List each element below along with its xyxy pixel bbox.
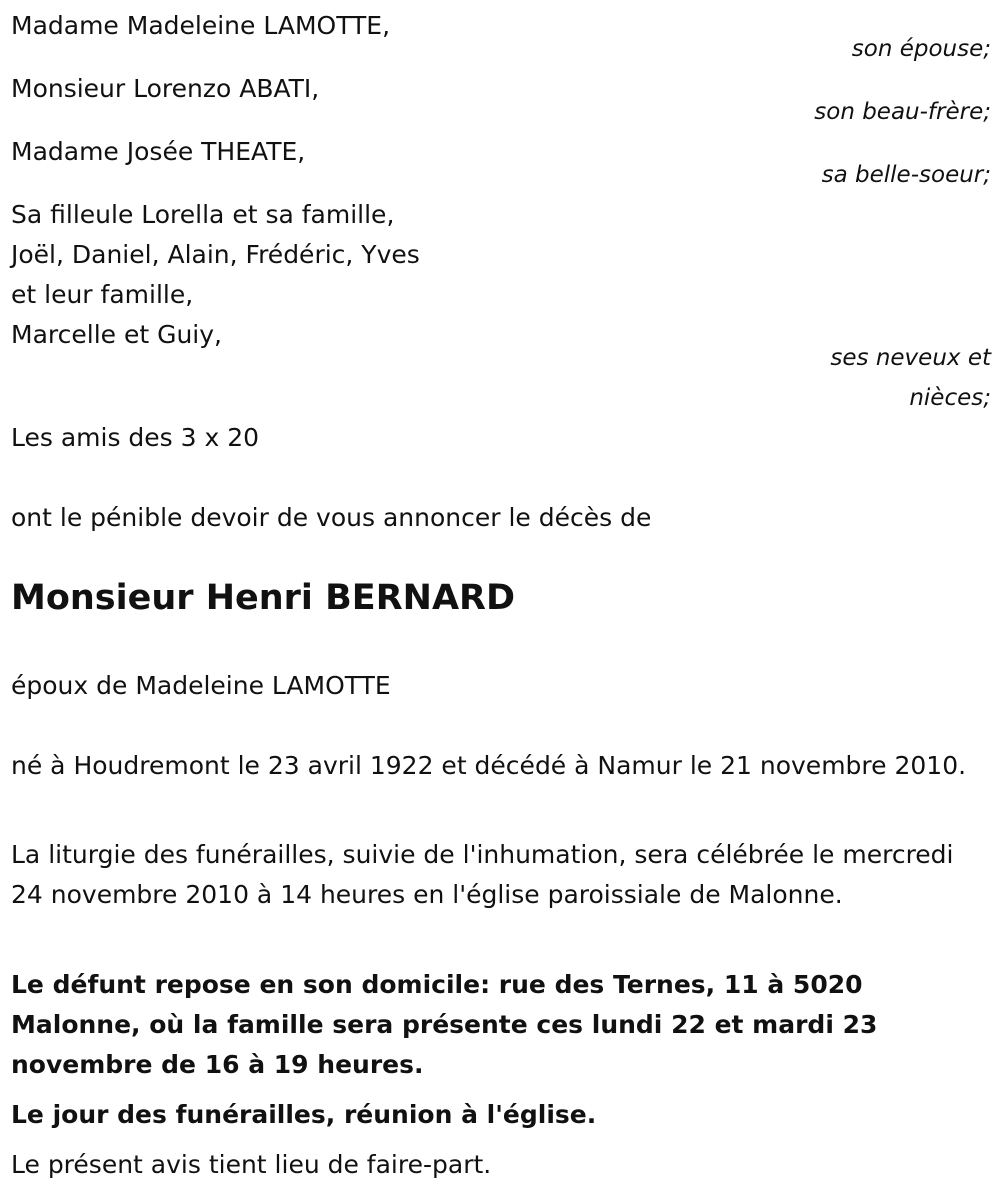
family-member-name: Madame Josée THEATE, [11, 137, 306, 166]
rest-location-text: Le défunt repose en son domicile: rue des Ternes, 11 à 5020 Malonne, où la famille sera présente ces lundi 22 et mardi 23 novembre de 16 à 19 heures. [11, 970, 878, 1079]
family-member-relation: son épouse; [851, 36, 991, 62]
family-member-name: Madame Madeleine LAMOTTE, [11, 11, 391, 40]
nephews-line: Sa filleule Lorella et sa famille, [11, 200, 395, 229]
gathering-text: Le jour des funérailles, réunion à l'église. [11, 1100, 597, 1129]
family-member-name: Monsieur Lorenzo ABATI, [11, 74, 320, 103]
nephews-line: Joël, Daniel, Alain, Frédéric, Yves [11, 240, 420, 269]
liturgy-text: La liturgie des funérailles, suivie de l'inhumation, sera célébrée le mercredi 24 novembre 2010 à 14 heures en l'église paroissiale de Malonne. [11, 840, 954, 909]
spouse-line: époux de Madeleine LAMOTTE [11, 671, 391, 700]
birth-death-text: né à Houdremont le 23 avril 1922 et décédé à Namur le 21 novembre 2010. [11, 751, 967, 780]
nephews-line: et leur famille, [11, 280, 194, 309]
friends-line: Les amis des 3 x 20 [11, 423, 260, 452]
family-member-relation: sa belle-soeur; [821, 162, 991, 188]
nephews-relation: ses neveux et nièces; [830, 345, 991, 411]
notice-text: Le présent avis tient lieu de faire-part. [11, 1150, 492, 1179]
family-member-relation: son beau-frère; [814, 99, 991, 125]
announcement-text: ont le pénible devoir de vous annoncer le décès de [11, 503, 652, 532]
nephews-line: Marcelle et Guiy, [11, 320, 222, 349]
deceased-name: Monsieur Henri BERNARD [11, 578, 516, 618]
obituary-notice [11, 0, 991, 1198]
